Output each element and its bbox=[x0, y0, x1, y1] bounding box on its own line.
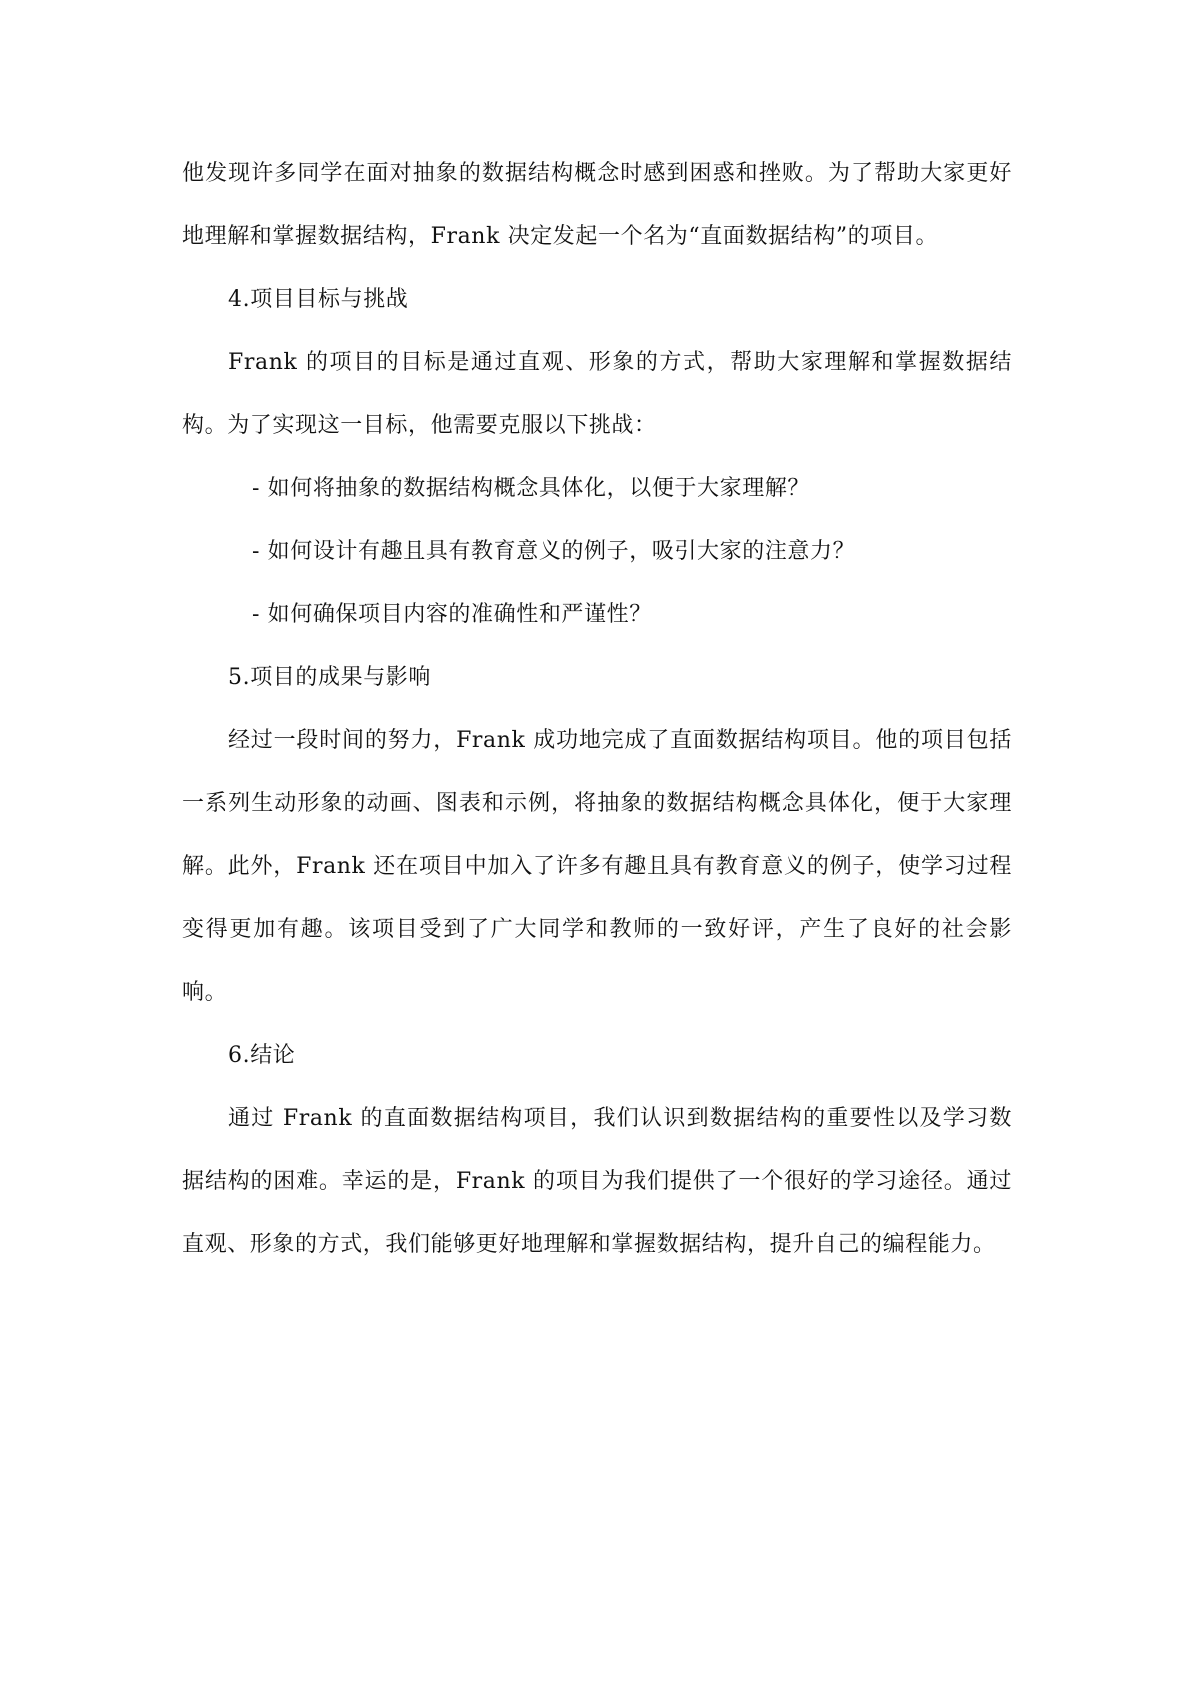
section-4-bullet-3: - 如何确保项目内容的准确性和严谨性？ bbox=[252, 602, 652, 627]
section-6-heading: 6.结论 bbox=[228, 1043, 296, 1068]
section-5-body: 经过一段时间的努力，Frank 成功地完成了直面数据结构项目。他的项目包括一系列生动形象的动画、图表和示例，将抽象的数据结构概念具体化，便于大家理解。此外，Frank 还在项目中加入了许多有趣且具有教育意义的例子，使学习过程变得更加有趣。该项目受到了广大同学和教师的一致好评，产生了良好的社会影响。 bbox=[182, 728, 1012, 1005]
section-5-heading: 5.项目的成果与影响 bbox=[228, 665, 431, 690]
section-4-heading: 4.项目目标与挑战 bbox=[228, 287, 409, 312]
intro-paragraph: 他发现许多同学在面对抽象的数据结构概念时感到困惑和挫败。为了帮助大家更好地理解和掌握数据结构，Frank 决定发起一个名为“直面数据结构”的项目。 bbox=[182, 161, 1012, 249]
section-4-body: Frank 的项目的目标是通过直观、形象的方式，帮助大家理解和掌握数据结构。为了实现这一目标，他需要克服以下挑战： bbox=[182, 350, 1012, 438]
section-4-bullet-1: - 如何将抽象的数据结构概念具体化，以便于大家理解？ bbox=[252, 476, 811, 501]
section-6-body: 通过 Frank 的直面数据结构项目，我们认识到数据结构的重要性以及学习数据结构的困难。幸运的是，Frank 的项目为我们提供了一个很好的学习途径。通过直观、形象的方式，我们能够更好地理解和掌握数据结构，提升自己的编程能力。 bbox=[182, 1106, 1012, 1257]
section-4-bullet-2: - 如何设计有趣且具有教育意义的例子，吸引大家的注意力？ bbox=[252, 539, 856, 564]
document-page bbox=[182, 142, 1012, 1276]
